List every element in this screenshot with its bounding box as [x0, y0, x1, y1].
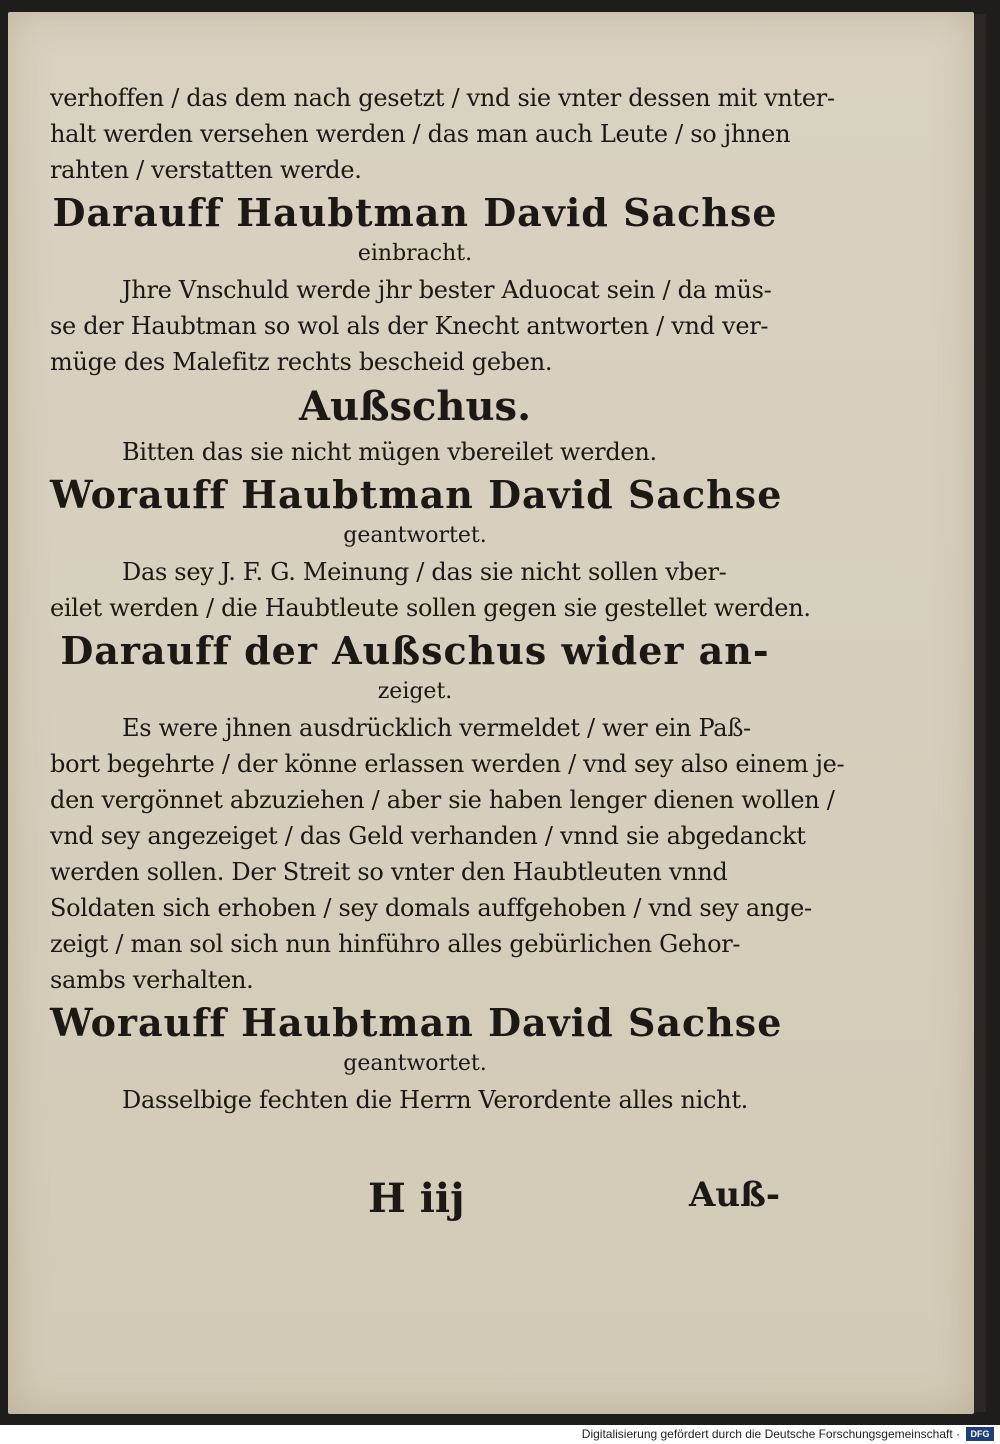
text-line: Dasselbige fechten die Herrn Verordente alles nicht. — [122, 1086, 748, 1114]
dfg-logo-icon: DFG — [966, 1427, 994, 1441]
text-line: sambs verhalten. — [50, 966, 254, 994]
text-line: Soldaten sich erhoben / sey domals auffgehoben / vnd sey ange- — [50, 894, 812, 922]
credit-bar — [0, 1425, 1000, 1444]
section-heading: Darauff der Außschus wider an- — [60, 628, 770, 673]
section-subheading: geantwortet. — [343, 1051, 487, 1076]
section-subheading: einbracht. — [357, 241, 473, 266]
text-line: bort begehrte / der könne erlassen werden / vnd sey also einem je- — [50, 750, 845, 778]
section-heading: Darauff Haubtman David Sachse — [52, 190, 778, 235]
text-line: müge des Malefitz rechts bescheid geben. — [50, 348, 553, 376]
page-text — [50, 80, 845, 1118]
text-line: eilet werden / die Haubtleute sollen gegen sie gestellet werden. — [50, 594, 811, 622]
section-subheading: geantwortet. — [343, 523, 487, 548]
catchword: Auß- — [688, 1175, 780, 1215]
text-line: werden sollen. Der Streit so vnter den Haubtleuten vnnd — [50, 858, 728, 886]
text-line: Jhre Vnschuld werde jhr bester Aduocat sein / da müs- — [122, 276, 772, 304]
text-line: Bitten das sie nicht mügen vbereilet werden. — [122, 438, 657, 466]
section-heading: Außschus. — [299, 383, 531, 430]
text-line: zeigt / man sol sich nun hinführo alles gebürlichen Gehor- — [50, 930, 741, 958]
text-line: halt werden versehen werden / das man auch Leute / so jhnen — [50, 120, 791, 148]
text-line: vnd sey angezeiget / das Geld verhanden / vnnd sie abgedanckt — [50, 822, 806, 850]
text-line: se der Haubtman so wol als der Knecht antworten / vnd ver- — [50, 312, 769, 340]
section-subheading: zeiget. — [377, 679, 453, 704]
text-line: verhoffen / das dem nach gesetzt / vnd sie vnter dessen mit vnter- — [50, 84, 835, 112]
section-heading: Worauff Haubtman David Sachse — [50, 472, 783, 517]
text-line: den vergönnet abzuziehen / aber sie haben lenger dienen wollen / — [50, 786, 835, 814]
page-edge — [974, 14, 986, 1412]
section-heading: Worauff Haubtman David Sachse — [50, 1000, 783, 1045]
page-footer — [50, 1175, 780, 1235]
text-line: Das sey J. F. G. Meinung / das sie nicht sollen vber- — [122, 558, 727, 586]
text-line: rahten / verstatten werde. — [50, 156, 362, 184]
text-line: Es were jhnen ausdrücklich vermeldet / wer ein Paß- — [122, 714, 751, 742]
signature-mark: H iij — [368, 1175, 465, 1222]
funding-credit: Digitalisierung gefördert durch die Deutsche Forschungsgemeinschaft · — [581, 1427, 960, 1441]
